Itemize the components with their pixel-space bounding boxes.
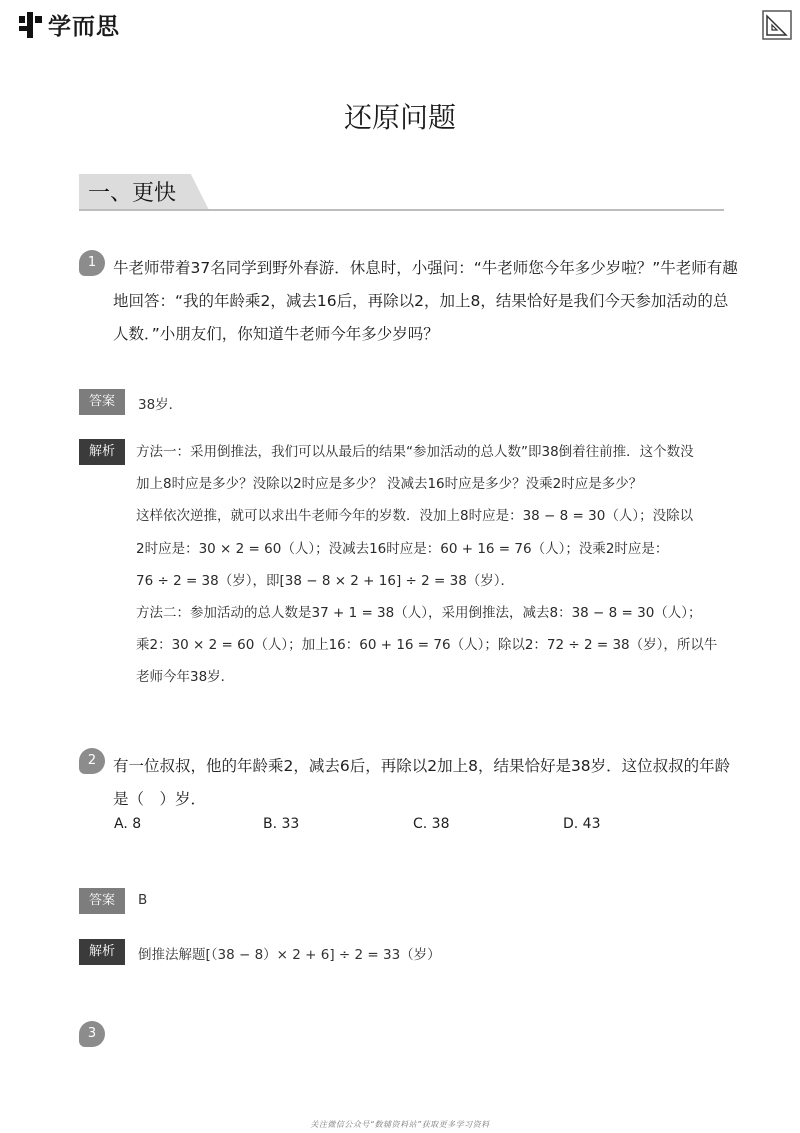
question-1-text <box>113 252 738 351</box>
section-title: 一、更快 <box>88 181 177 206</box>
analysis-line: 方法一：采用倒推法，我们可以从最后的结果“参加活动的总人数”即38倒着往前推．这个数没 <box>136 444 694 460</box>
answer-text: 38岁． <box>138 397 183 413</box>
answer-text: B <box>138 892 148 908</box>
choice-b[interactable]: B. 33 <box>263 816 300 832</box>
question-line: 地回答：“我的年龄乘2，减去16后，再除以2，加上8，结果恰好是我们今天参加活动的总 <box>113 292 729 310</box>
analysis-line: 乘2：30 × 2 = 60（人）；加上16：60 + 16 = 76（人）；除以2：72 ÷ 2 = 38（岁），所以牛 <box>136 637 718 654</box>
section-divider <box>79 209 724 211</box>
question-line: 牛老师带着37名同学到野外春游．休息时，小强问：“牛老师您今年多少岁啦？”牛老师有趣 <box>113 259 738 277</box>
analysis-line: 这样依次逆推，就可以求出牛老师今年的岁数．没加上8时应是：38 − 8 = 30（人）；没除以 <box>136 508 694 525</box>
analysis-line: 2时应是：30 × 2 = 60（人）；没减去16时应是：60 + 16 = 76（人）；没乘2时应是： <box>136 540 669 557</box>
page-title: 还原问题 <box>343 101 456 134</box>
question-number-badge: 2 <box>79 748 105 774</box>
analysis-text <box>136 436 717 694</box>
question-line: 有一位叔叔，他的年龄乘2，减去6后，再除以2加上8，结果恰好是38岁．这位叔叔的年龄 <box>113 757 731 775</box>
logo-mark-icon <box>18 11 44 39</box>
choice-a[interactable]: A. 8 <box>114 816 142 832</box>
triangle-ruler-icon <box>762 10 792 44</box>
answer-label: 答案 <box>79 888 125 914</box>
analysis-label: 解析 <box>79 439 125 465</box>
analysis-label: 解析 <box>79 939 125 965</box>
question-2-text <box>113 750 730 816</box>
choice-c[interactable]: C. 38 <box>413 816 450 832</box>
analysis-line: 76 ÷ 2 = 38（岁），即[38 − 8 × 2 + 16] ÷ 2 = 38（岁）． <box>136 572 515 589</box>
answer-label: 答案 <box>79 389 125 415</box>
brand-logo <box>18 8 120 41</box>
answer-choices <box>114 816 714 842</box>
logo-text: 学而思 <box>48 14 120 40</box>
analysis-text: 倒推法解题[（38 − 8）× 2 + 6] ÷ 2 = 33（岁） <box>138 947 441 963</box>
question-line: 人数．”小朋友们，你知道牛老师今年多少岁吗？ <box>113 325 439 343</box>
question-number-badge: 3 <box>79 1021 105 1047</box>
question-number-badge: 1 <box>79 250 105 276</box>
analysis-line: 加上8时应是多少？没除以2时应是多少？ 没减去16时应是多少？没乘2时应是多少？ <box>136 476 643 493</box>
choice-d[interactable]: D. 43 <box>563 816 601 832</box>
analysis-line: 老师今年38岁． <box>136 669 235 686</box>
analysis-line: 方法二：参加活动的总人数是37 + 1 = 38（人），采用倒推法，减去8：38 − 8 = 30（人）； <box>136 605 702 622</box>
question-line: 是（ ）岁． <box>113 790 207 808</box>
footer-watermark: 关注微信公众号“数辅资料站”获取更多学习资料 <box>310 1120 490 1129</box>
